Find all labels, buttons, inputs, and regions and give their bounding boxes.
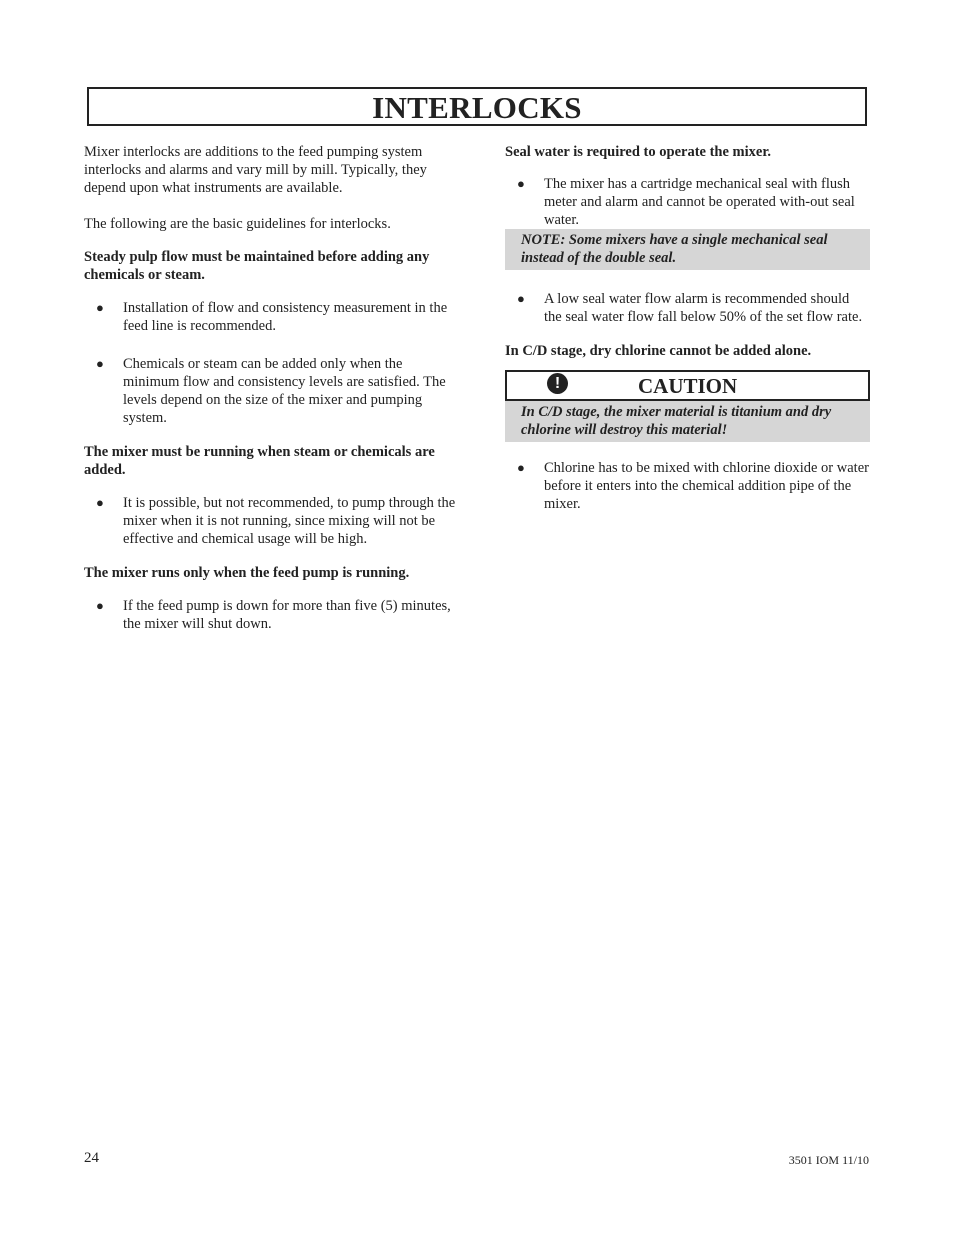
caution-label: CAUTION <box>638 374 738 398</box>
left-column <box>84 143 456 633</box>
bullet-item <box>84 299 456 335</box>
bullet-icon: ● <box>96 495 104 510</box>
bullet-text: Chlorine has to be mixed with chlorine dioxide or water before it enters into the chemical addition pipe of the mixer. <box>544 460 869 512</box>
bullet-item <box>505 175 870 229</box>
bullet-item <box>84 597 456 633</box>
note-box <box>505 229 870 270</box>
page-title: INTERLOCKS <box>372 90 582 125</box>
guidelines-paragraph: The following are the basic guidelines for interlocks. <box>84 216 391 232</box>
bullet-icon: ● <box>96 300 104 315</box>
bullet-item <box>505 290 870 326</box>
title-box <box>87 87 867 126</box>
intro-paragraph: Mixer interlocks are additions to the feed pumping system interlocks and alarms and vary mill by mill. Typically, they depend upon what instruments are available. <box>84 144 427 196</box>
section-heading-chlorine: In C/D stage, dry chlorine cannot be added alone. <box>505 343 812 359</box>
bullet-icon: ● <box>517 460 525 475</box>
document-id: 3501 IOM 11/10 <box>788 1153 869 1167</box>
right-column <box>505 143 870 513</box>
bullet-item <box>505 459 870 513</box>
section-heading-feed-pump: The mixer runs only when the feed pump is running. <box>84 565 410 581</box>
section-heading-seal-water: Seal water is required to operate the mixer. <box>505 144 772 160</box>
exclamation-icon: ! <box>547 373 568 394</box>
section-heading-mixer-running: The mixer must be running when steam or chemicals are added. <box>84 444 435 478</box>
bullet-text: Chemicals or steam can be added only when the minimum flow and consistency levels are satisfied. The levels depend on the size of the mixer and pumping system. <box>123 356 446 426</box>
bullet-icon: ● <box>96 598 104 613</box>
bullet-text: If the feed pump is down for more than five (5) minutes, the mixer will shut down. <box>123 598 451 632</box>
bullet-icon: ● <box>517 176 525 191</box>
page-number: 24 <box>84 1150 99 1166</box>
bullet-icon: ● <box>517 291 525 306</box>
bullet-item <box>84 355 456 427</box>
caution-text: In C/D stage, the mixer material is titanium and dry chlorine will destroy this material! <box>521 404 832 438</box>
bullet-text: The mixer has a cartridge mechanical seal with flush meter and alarm and cannot be operated with-out seal water. <box>544 176 855 228</box>
bullet-icon: ● <box>96 356 104 371</box>
section-heading-pulp-flow: Steady pulp flow must be maintained before adding any chemicals or steam. <box>84 249 430 283</box>
caution-box <box>505 401 870 442</box>
note-text: NOTE: Some mixers have a single mechanical seal instead of the double seal. <box>521 232 828 266</box>
bullet-text: Installation of flow and consistency measurement in the feed line is recommended. <box>123 300 448 334</box>
bullet-text: It is possible, but not recommended, to pump through the mixer when it is not running, since mixing will not be effective and chemical usage will be high. <box>123 495 456 547</box>
bullet-item <box>84 494 456 548</box>
bullet-text: A low seal water flow alarm is recommended should the seal water flow fall below 50% of the set flow rate. <box>544 291 863 325</box>
caution-header <box>505 370 870 401</box>
